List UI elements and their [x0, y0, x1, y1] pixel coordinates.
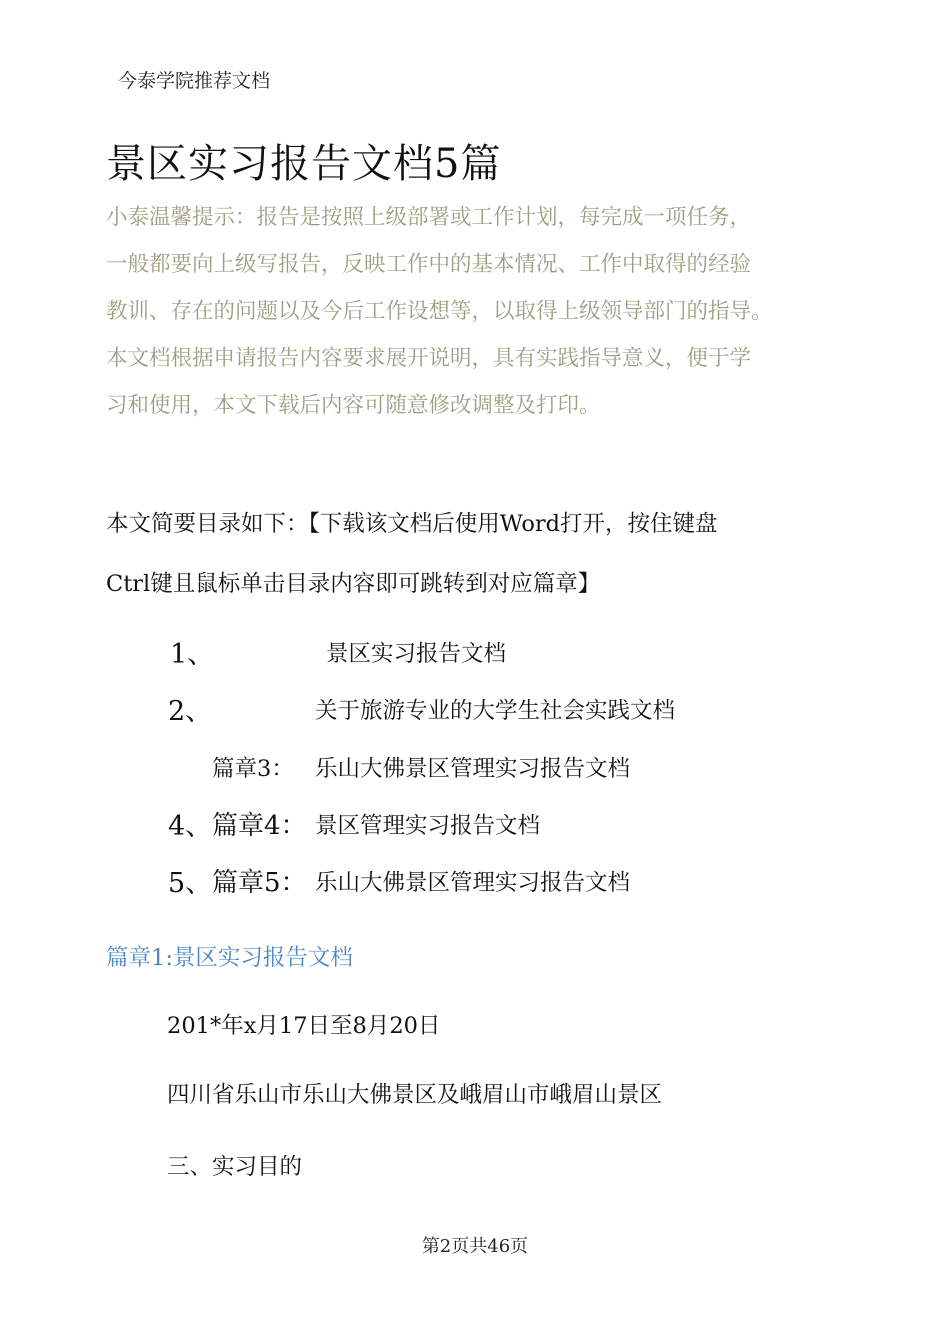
toc-number: 1、	[170, 639, 215, 670]
toc-number: 5、	[168, 868, 213, 899]
tip-line: 习和使用，本文下载后内容可随意修改调整及打印。	[106, 393, 601, 418]
toc-link-4[interactable]: 景区管理实习报告文档	[315, 813, 541, 839]
body-line: 三、实习目的	[167, 1154, 303, 1180]
body-line: 201*年x月17日至8月20日	[167, 1013, 441, 1039]
tip-line: 一般都要向上级写报告，反映工作中的基本情况、工作中取得的经验	[106, 252, 752, 277]
toc-link-1[interactable]: 景区实习报告文档	[326, 641, 507, 667]
tip-line: 本文档根据申请报告内容要求展开说明，具有实践指导意义，便于学	[106, 346, 752, 371]
toc-number: 2、	[168, 696, 213, 727]
section-heading: 篇章1:景区实习报告文档	[106, 945, 353, 971]
toc-prefix: 篇章3：	[212, 756, 294, 782]
body-line: 四川省乐山市乐山大佛景区及峨眉山市峨眉山景区	[167, 1082, 663, 1108]
toc-number: 4、	[168, 811, 213, 842]
tip-paragraph	[106, 194, 846, 429]
tip-line: 小泰温馨提示：报告是按照上级部署或工作计划，每完成一项任务，	[106, 205, 752, 230]
toc-prefix: 篇章5：	[212, 868, 307, 898]
page-title: 景区实习报告文档5篇	[106, 141, 502, 187]
tip-line: 教训、存在的问题以及今后工作设想等，以取得上级领导部门的指导。	[106, 299, 773, 324]
toc-prefix: 篇章4：	[212, 811, 307, 841]
toc-link-3[interactable]: 乐山大佛景区管理实习报告文档	[315, 756, 631, 782]
header-text: 今泰学院推荐文档	[118, 70, 271, 92]
page-footer: 第2页共46页	[421, 1236, 529, 1257]
toc-intro-line: Ctrl键且鼠标单击目录内容即可跳转到对应篇章】	[106, 571, 601, 597]
toc-intro-line: 本文简要目录如下：【下载该文档后使用Word打开，按住键盘	[106, 511, 718, 537]
toc-link-2[interactable]: 关于旅游专业的大学生社会实践文档	[315, 698, 676, 724]
toc-link-5[interactable]: 乐山大佛景区管理实习报告文档	[315, 870, 631, 896]
